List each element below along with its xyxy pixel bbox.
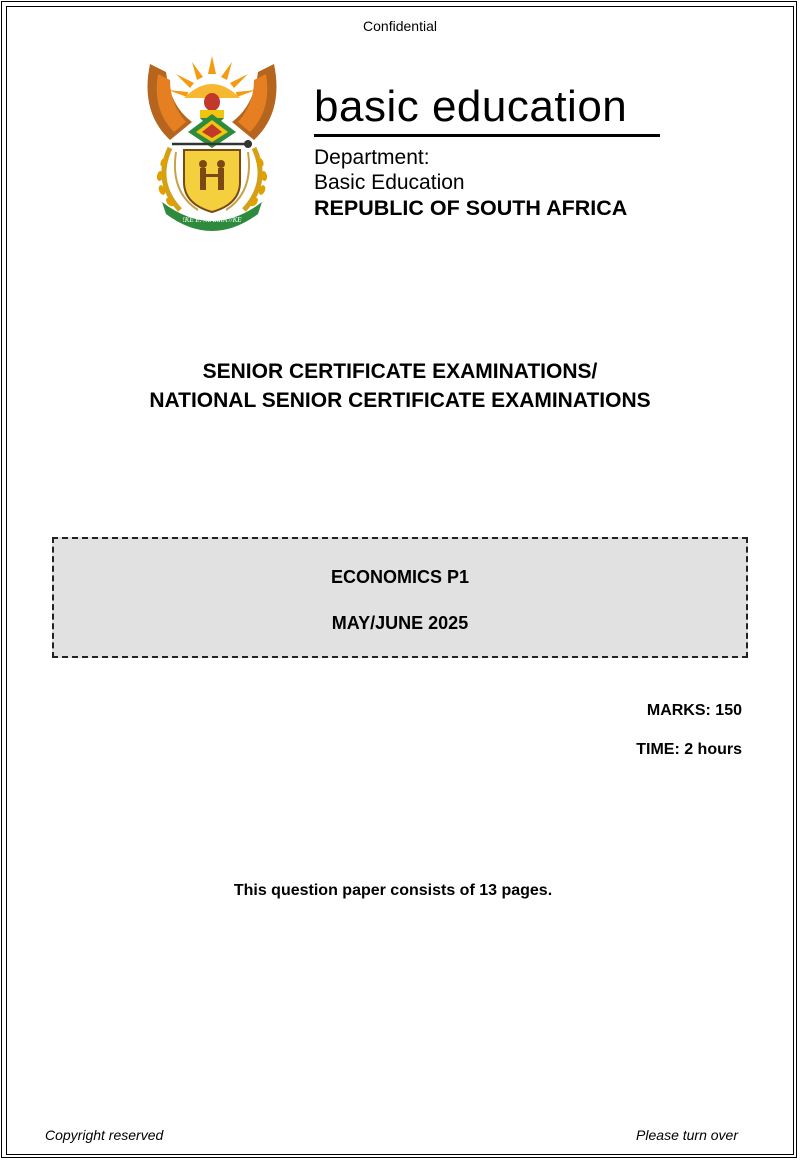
time-allowed: TIME: 2 hours bbox=[636, 741, 742, 758]
total-marks: MARKS: 150 bbox=[646, 702, 742, 719]
sun-icon bbox=[168, 56, 256, 98]
exam-heading-line-2: NATIONAL SENIOR CERTIFICATE EXAMINATIONS bbox=[149, 389, 651, 412]
svg-text:!KE E: /XARRA //KE: !KE E: /XARRA //KE bbox=[182, 216, 242, 224]
country-name: REPUBLIC OF SOUTH AFRICA bbox=[314, 196, 628, 220]
confidential-label: Confidential bbox=[363, 18, 437, 34]
brand-wordmark: basic education bbox=[314, 82, 628, 131]
coat-of-arms-icon bbox=[140, 52, 284, 232]
exam-heading bbox=[0, 357, 800, 415]
subject-title: ECONOMICS P1 bbox=[330, 567, 470, 587]
department-label: Department: bbox=[314, 146, 430, 169]
shield-icon bbox=[184, 150, 240, 212]
department-name: Basic Education bbox=[314, 171, 465, 194]
turn-over-footer: Please turn over bbox=[636, 1127, 738, 1143]
exam-heading-line-1: SENIOR CERTIFICATE EXAMINATIONS/ bbox=[202, 360, 598, 383]
page-count-note: This question paper consists of 13 pages. bbox=[233, 882, 553, 899]
brand-underline bbox=[314, 134, 660, 137]
department-block bbox=[314, 82, 664, 221]
exam-session: MAY/JUNE 2025 bbox=[331, 613, 469, 633]
copyright-footer: Copyright reserved bbox=[45, 1127, 164, 1143]
subject-box bbox=[52, 537, 748, 658]
